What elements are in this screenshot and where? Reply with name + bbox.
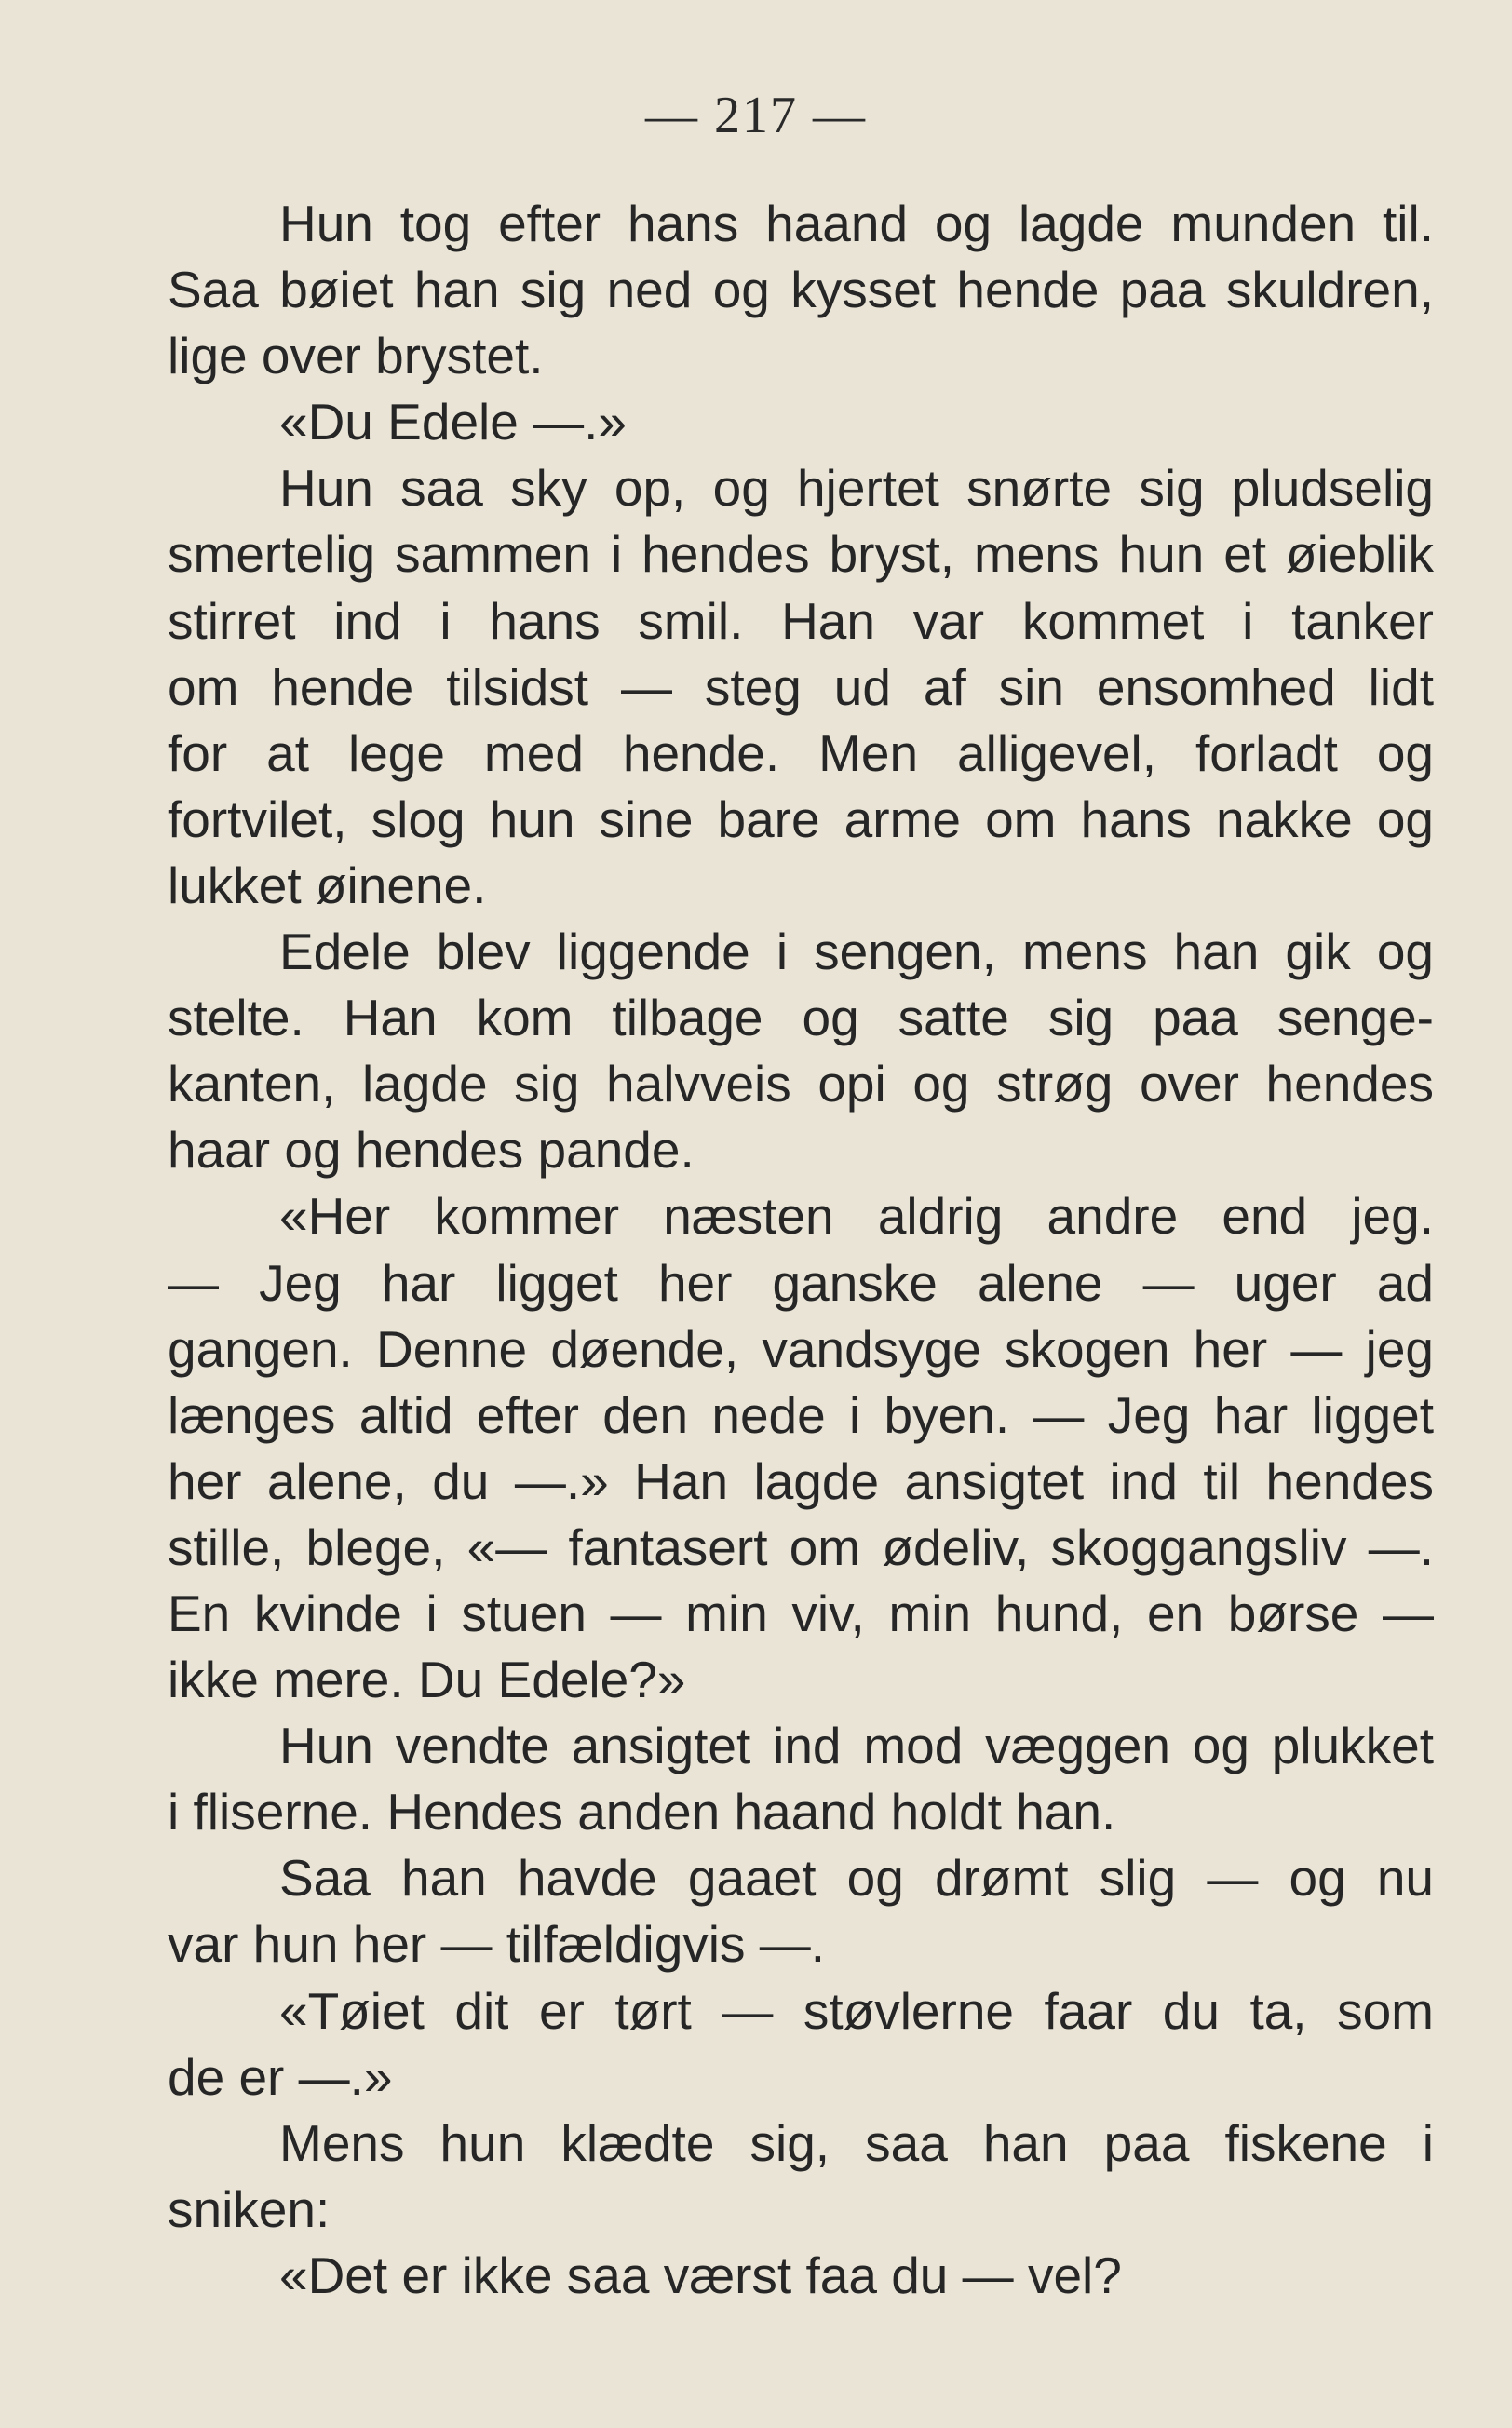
text-line: kanten, lagde sig halvveis opi og strøg over hendes — [168, 1055, 1434, 1113]
text-line: Mens hun klædte sig, saa han paa fiskene i — [279, 2113, 1434, 2172]
text-line: lukket øinene. — [168, 856, 487, 914]
text-line: sniken: — [168, 2179, 331, 2238]
text-line: fortvilet, slog hun sine bare arme om hans nakke og — [168, 789, 1434, 848]
text-line: stelte. Han kom tilbage og satte sig paa senge- — [168, 989, 1434, 1047]
text-line: «Tøiet dit er tørt — støvlerne faar du ta, som — [279, 1981, 1434, 2040]
text-line: smertelig sammen i hendes bryst, mens hun et øieblik — [168, 525, 1434, 584]
text-line: stille, blege, «— fantasert om ødeliv, skoggangsliv —. — [168, 1518, 1434, 1576]
text-line: gangen. Denne døende, vandsyge skogen her — jeg — [168, 1319, 1434, 1378]
body-text — [168, 191, 1434, 2309]
text-line: stirret ind i hans smil. Han var kommet i tanker — [168, 591, 1434, 650]
text-line: Hun tog efter hans haand og lagde munden til. — [279, 195, 1434, 252]
text-line: for at lege med hende. Men alligevel, forladt og — [168, 723, 1434, 782]
text-line: var hun her — tilfældigvis —. — [168, 1915, 826, 1974]
text-line: Hun saa sky op, og hjertet snørte sig pludselig — [279, 459, 1434, 518]
text-line: Hun vendte ansigtet ind mod væggen og plukket — [279, 1717, 1434, 1775]
text-line: «Du Edele —.» — [279, 393, 627, 452]
text-line: her alene, du —.» Han lagde ansigtet ind til hendes — [168, 1451, 1434, 1510]
text-line: Edele blev liggende i sengen, mens han gik og — [279, 923, 1434, 981]
text-line: En kvinde i stuen — min viv, min hund, en børse — — [168, 1584, 1434, 1642]
text-line: — Jeg har ligget her ganske alene — uger ad — [168, 1253, 1434, 1312]
text-line: Saa han havde gaaet og drømt slig — og nu — [279, 1849, 1434, 1908]
text-line: lige over brystet. — [168, 327, 544, 385]
text-line: «Her kommer næsten aldrig andre end jeg. — [279, 1187, 1434, 1246]
text-line: «Det er ikke saa værst faa du — vel? — [279, 2246, 1122, 2304]
text-line: i fliserne. Hendes anden haand holdt han. — [168, 1783, 1116, 1841]
text-line: Saa bøiet han sig ned og kysset hende paa skuldren, — [168, 261, 1434, 319]
text-line: de er —.» — [168, 2047, 393, 2106]
text-line: ikke mere. Du Edele?» — [168, 1651, 686, 1709]
text-line: haar og hendes pande. — [168, 1121, 695, 1180]
page-number: — 217 — — [645, 87, 867, 144]
text-line: længes altid efter den nede i byen. — Jeg har ligget — [168, 1385, 1434, 1444]
text-line: om hende tilsidst — steg ud af sin ensomhed lidt — [168, 657, 1434, 716]
